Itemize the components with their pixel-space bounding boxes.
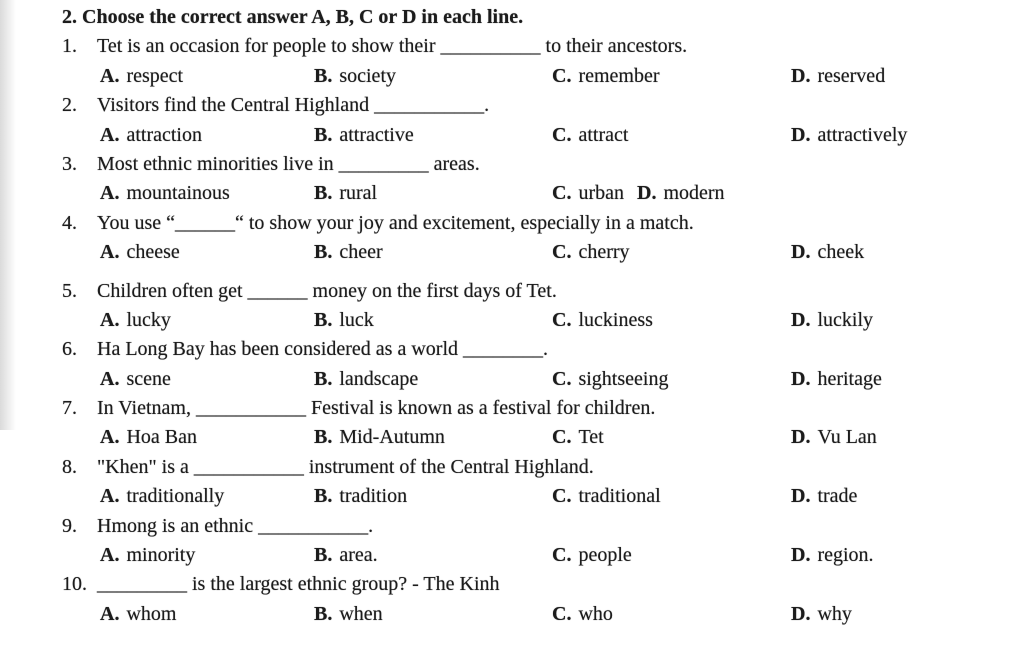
option-a-text: respect (126, 64, 184, 87)
option-c-text: urban (578, 182, 624, 205)
option-d-text: luckily (817, 308, 873, 331)
option-d-label: D. (791, 544, 811, 567)
question-number: 6. (62, 338, 77, 361)
question-number: 4. (62, 211, 77, 234)
option-c (552, 365, 668, 394)
question-text: Visitors find the Central Highland ___________. (97, 94, 490, 117)
option-c-label: C. (552, 367, 572, 390)
option-d-label: D. (791, 367, 811, 390)
option-c (552, 482, 661, 511)
question-number: 8. (62, 455, 77, 478)
option-a-label: A. (100, 182, 120, 205)
question-number: 10. (62, 573, 87, 596)
question-text: Ha Long Bay has been considered as a world ________. (97, 338, 548, 361)
option-c-text: Tet (578, 426, 604, 449)
question-text: Hmong is an ethnic ___________. (97, 514, 374, 537)
option-c-text: remember (578, 64, 660, 87)
option-b-label: B. (314, 544, 333, 567)
question-row-3 (0, 150, 1024, 179)
option-a (100, 541, 195, 570)
option-b (314, 482, 407, 511)
option-b-label: B. (314, 241, 333, 264)
option-c (552, 121, 628, 150)
option-d (791, 482, 857, 511)
option-a-text: lucky (126, 308, 171, 331)
option-b-text: cheer (339, 241, 383, 264)
option-b-label: B. (314, 123, 333, 146)
option-c-text: people (578, 544, 632, 567)
option-b-text: luck (339, 308, 374, 331)
option-d (637, 179, 725, 208)
option-b-label: B. (314, 485, 333, 508)
question-row-10 (0, 570, 1024, 599)
option-b-label: B. (314, 602, 333, 625)
option-c-text: who (578, 602, 613, 625)
question-row-2 (0, 91, 1024, 120)
option-d-text: trade (817, 485, 858, 508)
option-d-text: Vu Lan (817, 426, 877, 449)
option-d-text: attractively (817, 123, 908, 146)
option-a-text: mountainous (126, 182, 230, 205)
option-b (314, 365, 418, 394)
option-c-label: C. (552, 308, 572, 331)
question-number: 5. (62, 279, 77, 302)
option-c (552, 238, 630, 267)
option-b (314, 306, 374, 335)
option-a (100, 423, 197, 452)
option-a-label: A. (100, 367, 120, 390)
option-b-text: society (339, 64, 396, 87)
option-c (552, 600, 613, 629)
question-row-6 (0, 335, 1024, 364)
question-row-8 (0, 453, 1024, 482)
option-a-label: A. (100, 602, 120, 625)
options-row-1 (0, 62, 1024, 91)
option-a-label: A. (100, 426, 120, 449)
option-d-label: D. (791, 308, 811, 331)
option-d (791, 121, 907, 150)
option-b-text: attractive (339, 123, 414, 146)
option-b-text: rural (339, 182, 378, 205)
option-b-label: B. (314, 426, 333, 449)
option-a (100, 306, 171, 335)
option-b-label: B. (314, 182, 333, 205)
options-row-6 (0, 365, 1024, 394)
option-d-text: cheek (817, 241, 865, 264)
option-c (552, 423, 604, 452)
option-d-text: modern (663, 182, 725, 205)
option-c-label: C. (552, 123, 572, 146)
option-a (100, 62, 183, 91)
option-d-label: D. (791, 485, 811, 508)
option-a (100, 600, 176, 629)
option-d-label: D. (791, 426, 811, 449)
options-row-8 (0, 482, 1024, 511)
option-b (314, 600, 383, 629)
options-row-5 (0, 306, 1024, 335)
question-text: Most ethnic minorities live in _________ areas. (97, 152, 480, 175)
option-d (791, 600, 852, 629)
option-a (100, 121, 202, 150)
question-text: Tet is an occasion for people to show their __________ to their ancestors. (97, 35, 688, 58)
option-a-label: A. (100, 544, 120, 567)
question-number: 2. (62, 94, 77, 117)
option-d-label: D. (791, 64, 811, 87)
option-a-text: scene (126, 367, 171, 390)
option-a-text: whom (126, 602, 177, 625)
question-text: Children often get ______ money on the first days of Tet. (97, 279, 557, 302)
option-a (100, 179, 230, 208)
option-c-text: cherry (578, 241, 630, 264)
section-header-text: 2. Choose the correct answer A, B, C or D in each line. (62, 6, 524, 28)
option-c-label: C. (552, 485, 572, 508)
question-row-4 (0, 209, 1024, 238)
question-text: _________ is the largest ethnic group? - The Kinh (97, 573, 500, 596)
options-row-10 (0, 600, 1024, 629)
option-a-label: A. (100, 123, 120, 146)
option-d-label: D. (791, 241, 811, 264)
option-b-label: B. (314, 367, 333, 390)
option-b (314, 121, 414, 150)
question-row-1 (0, 32, 1024, 61)
question-number: 9. (62, 514, 77, 537)
option-d (791, 306, 873, 335)
option-d (791, 365, 882, 394)
option-a-label: A. (100, 485, 120, 508)
option-d-text: region. (817, 544, 874, 567)
option-a-label: A. (100, 241, 120, 264)
option-b-label: B. (314, 308, 333, 331)
option-d-label: D. (637, 182, 657, 205)
option-d (791, 423, 877, 452)
option-d (791, 238, 864, 267)
question-number: 7. (62, 397, 77, 420)
option-a-text: Hoa Ban (126, 426, 197, 449)
option-d-text: why (817, 602, 852, 625)
option-c-label: C. (552, 544, 572, 567)
option-b-label: B. (314, 64, 333, 87)
option-c-text: sightseeing (578, 367, 669, 390)
option-a-label: A. (100, 308, 120, 331)
option-b-text: Mid-Autumn (339, 426, 445, 449)
option-b (314, 423, 445, 452)
question-row-5 (0, 277, 1024, 306)
option-c-label: C. (552, 64, 572, 87)
options-row-9 (0, 541, 1024, 570)
option-d (791, 541, 874, 570)
option-d-label: D. (791, 602, 811, 625)
option-b (314, 179, 377, 208)
options-row-2 (0, 121, 1024, 150)
option-a (100, 482, 224, 511)
option-a-text: cheese (126, 241, 180, 264)
option-b (314, 62, 396, 91)
question-row-7 (0, 394, 1024, 423)
option-b-text: tradition (339, 485, 408, 508)
question-number: 1. (62, 35, 77, 58)
option-c (552, 306, 653, 335)
option-c-text: luckiness (578, 308, 653, 331)
option-c-label: C. (552, 426, 572, 449)
option-a-text: minority (126, 544, 196, 567)
option-d (791, 62, 885, 91)
question-text: You use “______“ to show your joy and excitement, especially in a match. (97, 211, 694, 234)
option-d-text: heritage (817, 367, 882, 390)
option-c-label: C. (552, 241, 572, 264)
option-b-text: when (339, 602, 383, 625)
option-c (552, 62, 660, 91)
option-c-label: C. (552, 182, 572, 205)
option-c (552, 179, 624, 208)
option-d-text: reserved (817, 64, 886, 87)
option-a (100, 365, 171, 394)
option-c (552, 541, 632, 570)
option-a-text: attraction (126, 123, 202, 146)
question-number: 3. (62, 152, 77, 175)
option-d-label: D. (791, 123, 811, 146)
question-row-9 (0, 512, 1024, 541)
options-row-3 (0, 179, 1024, 208)
question-text: In Vietnam, ___________ Festival is known as a festival for children. (97, 397, 656, 420)
options-row-7 (0, 423, 1024, 452)
option-a-text: traditionally (126, 485, 225, 508)
option-a (100, 238, 180, 267)
option-c-text: attract (578, 123, 629, 146)
option-b-text: landscape (339, 367, 419, 390)
option-b-text: area. (339, 544, 378, 567)
option-b (314, 238, 383, 267)
section-header (0, 3, 1024, 32)
question-text: "Khen" is a ___________ instrument of the Central Highland. (97, 455, 594, 478)
option-c-text: traditional (578, 485, 661, 508)
option-a-label: A. (100, 64, 120, 87)
option-b (314, 541, 378, 570)
option-c-label: C. (552, 602, 572, 625)
options-row-4 (0, 238, 1024, 267)
